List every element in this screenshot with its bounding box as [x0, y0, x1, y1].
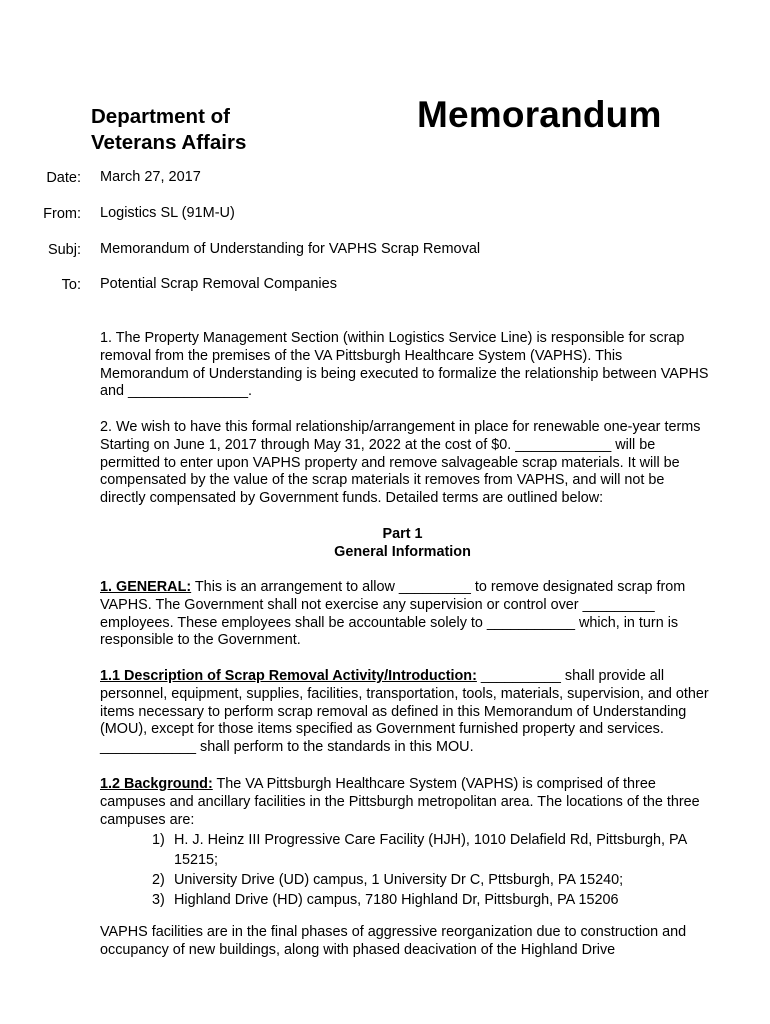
- section-final: [100, 924, 710, 960]
- section-description: [100, 668, 710, 757]
- section-background-text: The VA Pittsburgh Healthcare System (VAPHS) is comprised of three campuses and ancillary facilities in the Pittsburgh metropolitan area. The locations of the three campuses are:: [100, 776, 700, 828]
- campus-text: University Drive (UD) campus, 1 University Dr C, Pttsburgh, PA 15240;: [174, 872, 624, 889]
- campus-number: 1): [152, 832, 165, 849]
- campus-text: H. J. Heinz III Progressive Care Facility (HJH), 1010 Delafield Rd, Pittsburgh, PA 15215;: [174, 832, 687, 869]
- paragraph-1-text: 1. The Property Management Section (within Logistics Service Line) is responsible for scrap removal from the premises of the VA Pittsburgh Healthcare System (VAPHS). This Memorandum of Understanding is being executed to formalize the relationship between VAPHS and _______________.: [100, 330, 709, 400]
- list-item: [152, 830, 697, 870]
- to-label: To:: [61, 277, 81, 293]
- subj-value: Memorandum of Understanding for VAPHS Scrap Removal: [100, 241, 481, 257]
- campus-number: 2): [152, 872, 165, 889]
- date-value: March 27, 2017: [100, 169, 201, 185]
- section-general-body: [100, 579, 710, 650]
- section-general-heading: 1. GENERAL:: [100, 579, 192, 595]
- section-description-heading: 1.1 Description of Scrap Removal Activity/Introduction:: [100, 668, 477, 684]
- section-final-text: VAPHS facilities are in the final phases of aggressive reorganization due to construction and occupancy of new buildings, along with phased deacivation of the Highland Drive: [100, 924, 687, 958]
- date-label: Date:: [46, 170, 81, 186]
- department-line-2: Veterans Affairs: [91, 131, 247, 154]
- section-description-body: [100, 668, 710, 757]
- list-item: [152, 890, 697, 910]
- section-background-heading: 1.2 Background:: [100, 776, 213, 792]
- campus-list: [100, 830, 697, 910]
- paragraph-1: [100, 330, 710, 401]
- section-general: [100, 579, 710, 650]
- department-line-1: Department of: [91, 105, 230, 128]
- from-value: Logistics SL (91M-U): [100, 205, 235, 221]
- from-label: From:: [43, 206, 81, 222]
- paragraph-2: [100, 419, 710, 508]
- section-general-text: This is an arrangement to allow _________ to remove designated scrap from VAPHS. The Government shall not exercise any supervision or control over _________ employees. These employees shall be accountable solely to ___________ which, in turn is responsible to the Government.: [100, 579, 686, 649]
- paragraph-2-text: 2. We wish to have this formal relationship/arrangement in place for renewable one-year terms Starting on June 1, 2017 through May 31, 2022 at the cost of $0. ____________ will be permitted to enter upon VAPHS property and remove salvageable scrap materials. It will be compensated by the value of the scrap materials it removes from VAPHS, and will not be directly compensated by Government funds. Detailed terms are outlined below:: [100, 419, 701, 507]
- section-background-body: [100, 776, 710, 829]
- part-heading: [100, 526, 705, 562]
- memorandum-title: Memorandum: [417, 94, 662, 135]
- part-title: General Information: [334, 543, 471, 560]
- campus-text: Highland Drive (HD) campus, 7180 Highland Dr, Pittsburgh, PA 15206: [174, 892, 619, 909]
- part-number: Part 1: [382, 526, 423, 542]
- department-name: [91, 104, 246, 156]
- subj-label: Subj:: [47, 242, 81, 258]
- list-item: [152, 870, 697, 890]
- section-description-text: __________ shall provide all personnel, equipment, supplies, facilities, transportation, tools, materials, supervision, and other items necessary to perform scrap removal as defined in this Memorandum of Understanding (MOU), except for those items specified as Government furnished property and services. ____________ shall perform to the standards in this MOU.: [100, 668, 709, 756]
- to-value: Potential Scrap Removal Companies: [100, 276, 337, 292]
- section-background: [100, 776, 710, 910]
- campus-number: 3): [152, 892, 165, 909]
